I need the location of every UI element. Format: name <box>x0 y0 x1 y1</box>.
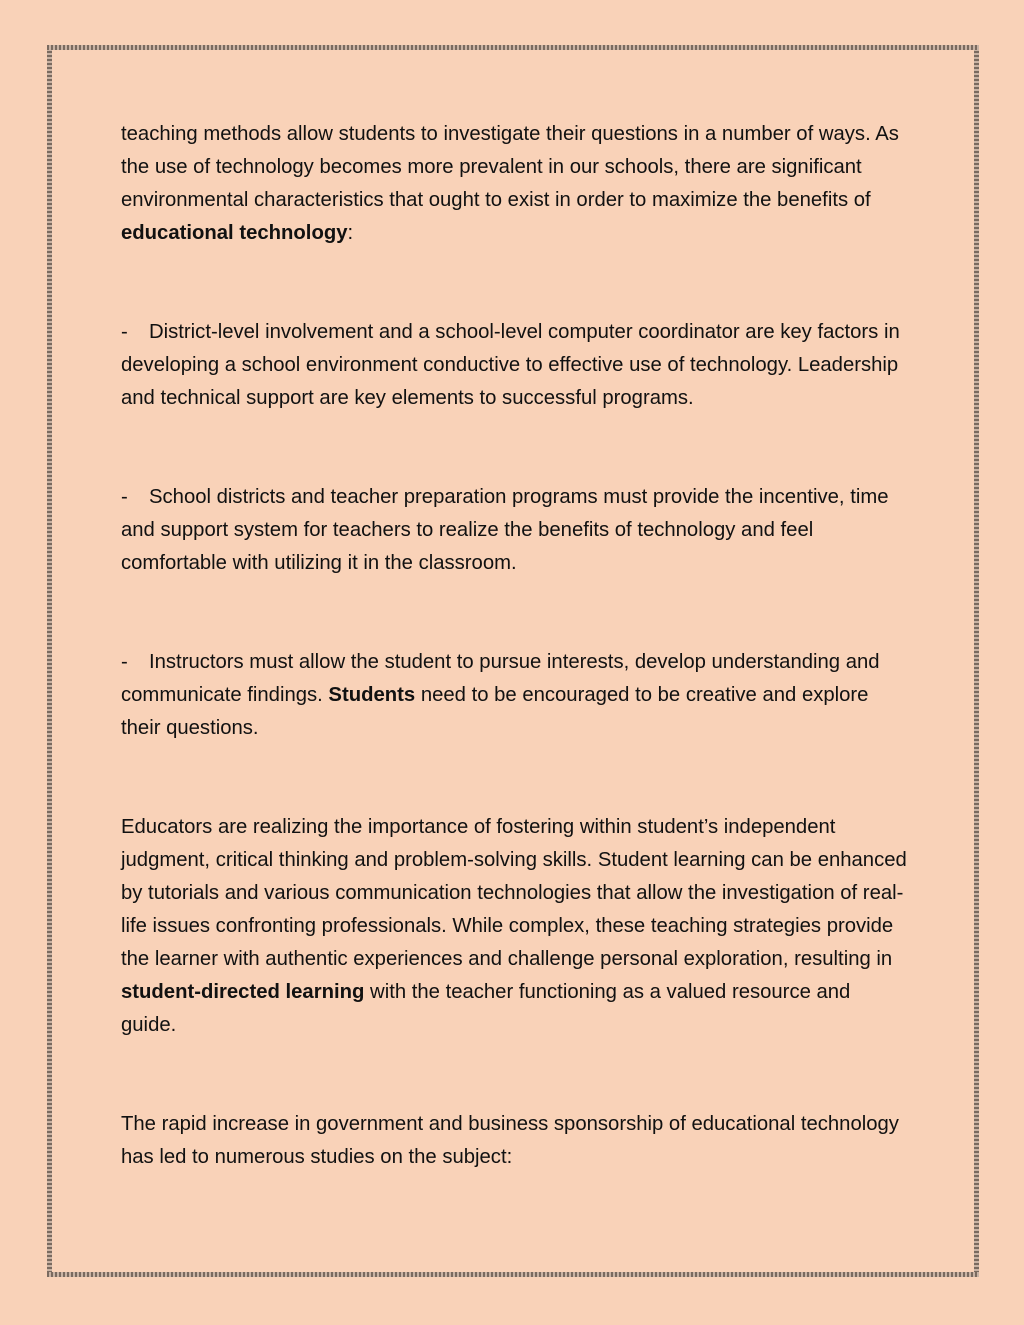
bold-term: Students <box>328 684 416 706</box>
bold-term: educational technology <box>121 222 348 244</box>
document-body <box>121 118 911 1174</box>
bullet-dash: - <box>121 486 128 508</box>
bullet-item: - School districts and teacher preparation programs must provide the incentive, time and support system for teachers to realize the benefits of technology and feel comfortable with utilizing it in the classroom. <box>121 481 911 580</box>
educators-paragraph: Educators are realizing the importance of fostering within student’s independent judgment, critical thinking and problem-solving skills. Student learning can be enhanced by tutorials and various communication technologies that allow the investigation of real-life issues confronting professionals. While complex, these teaching strategies provide the learner with authentic experiences and challenge personal exploration, resulting in student-directed learning with the teacher functioning as a valued resource and guide. <box>121 816 907 1036</box>
bullet-dash: - <box>121 321 128 343</box>
bullet-item: - Instructors must allow the student to pursue interests, develop understanding and communicate findings. Students need to be encouraged to be creative and explore their questions. <box>121 646 911 745</box>
bullet-item: - District-level involvement and a school-level computer coordinator are key factors in developing a school environment conductive to effective use of technology. Leadership and technical support are key elements to successful programs. <box>121 316 911 415</box>
intro-paragraph: teaching methods allow students to investigate their questions in a number of ways. As the use of technology becomes more prevalent in our schools, there are significant environmental characteristics that ought to exist in order to maximize the benefits of educational technology: <box>121 123 899 244</box>
bullet-dash: - <box>121 651 128 673</box>
bold-term: student-directed learning <box>121 981 365 1003</box>
closing-paragraph: The rapid increase in government and business sponsorship of educational technology has led to numerous studies on the subject: <box>121 1113 899 1168</box>
